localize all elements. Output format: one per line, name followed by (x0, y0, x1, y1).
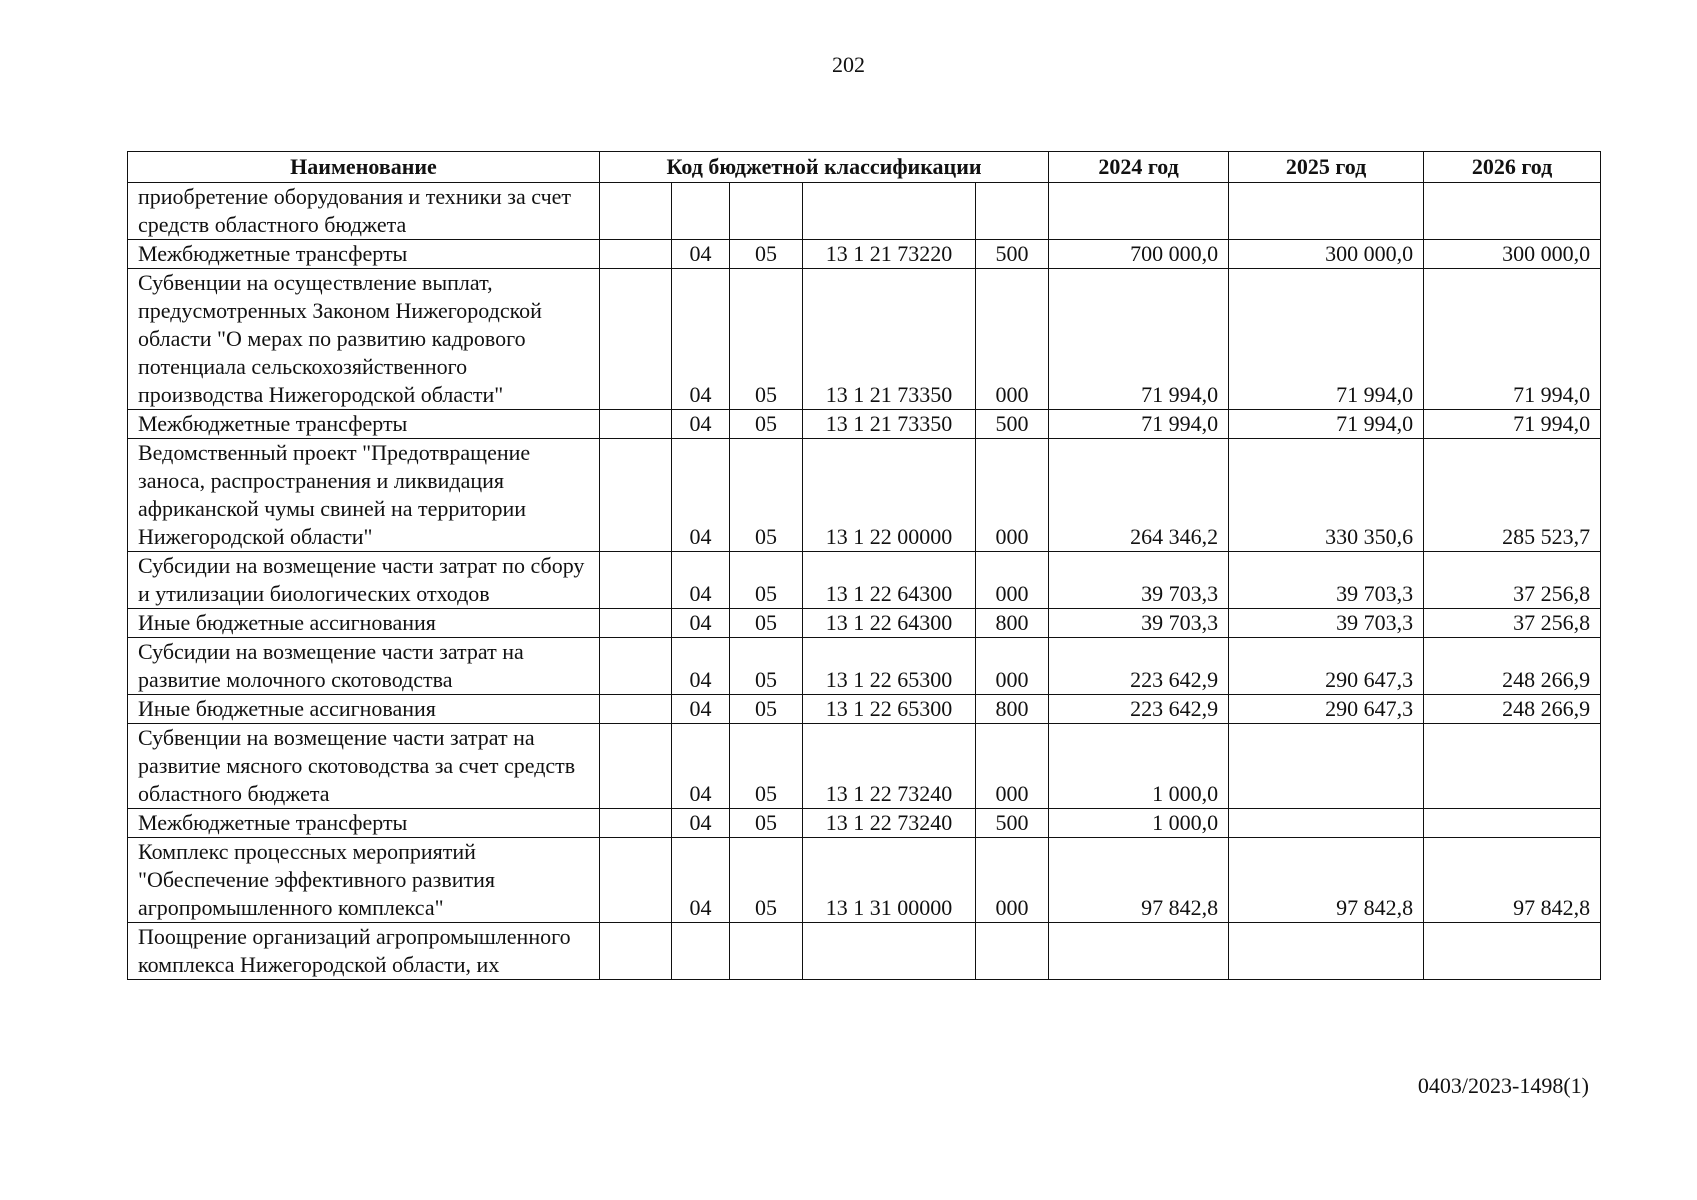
cell-code-blank (600, 695, 672, 724)
cell-target-article: 13 1 21 73350 (803, 410, 976, 439)
cell-2026 (1424, 923, 1601, 980)
cell-2025: 71 994,0 (1229, 410, 1424, 439)
cell-section: 04 (672, 838, 730, 923)
cell-target-article (803, 183, 976, 240)
cell-2024: 39 703,3 (1049, 552, 1229, 609)
cell-subsection (730, 183, 803, 240)
header-2025: 2025 год (1229, 152, 1424, 183)
table-header-row (128, 152, 1601, 183)
cell-code-blank (600, 724, 672, 809)
cell-2026: 71 994,0 (1424, 410, 1601, 439)
table-row (128, 269, 1601, 410)
cell-name: Субвенции на возмещение части затрат на развитие мясного скотоводства за счет средств областного бюджета (128, 724, 600, 809)
cell-subsection: 05 (730, 838, 803, 923)
cell-code-blank (600, 809, 672, 838)
cell-expense-type (976, 923, 1049, 980)
cell-target-article: 13 1 21 73350 (803, 269, 976, 410)
cell-2026: 71 994,0 (1424, 269, 1601, 410)
cell-code-blank (600, 439, 672, 552)
cell-expense-type: 800 (976, 609, 1049, 638)
cell-target-article: 13 1 22 64300 (803, 609, 976, 638)
cell-expense-type: 800 (976, 695, 1049, 724)
cell-code-blank (600, 638, 672, 695)
cell-expense-type: 000 (976, 638, 1049, 695)
cell-name: Ведомственный проект "Предотвращение заноса, распространения и ликвидация африканской чумы свиней на территории Нижегородской области" (128, 439, 600, 552)
table-row (128, 410, 1601, 439)
cell-section: 04 (672, 269, 730, 410)
cell-subsection: 05 (730, 724, 803, 809)
cell-subsection: 05 (730, 695, 803, 724)
cell-expense-type: 500 (976, 240, 1049, 269)
cell-2025: 39 703,3 (1229, 552, 1424, 609)
cell-2025: 39 703,3 (1229, 609, 1424, 638)
cell-code-blank (600, 183, 672, 240)
cell-expense-type: 000 (976, 269, 1049, 410)
cell-2024: 1 000,0 (1049, 724, 1229, 809)
cell-target-article: 13 1 22 73240 (803, 724, 976, 809)
cell-section: 04 (672, 809, 730, 838)
cell-2024 (1049, 183, 1229, 240)
cell-section (672, 923, 730, 980)
cell-subsection: 05 (730, 638, 803, 695)
cell-2026: 300 000,0 (1424, 240, 1601, 269)
cell-name: приобретение оборудования и техники за счет средств областного бюджета (128, 183, 600, 240)
table-row (128, 695, 1601, 724)
page-number: 202 (832, 52, 865, 77)
cell-name: Иные бюджетные ассигнования (128, 695, 600, 724)
cell-expense-type: 000 (976, 552, 1049, 609)
cell-code-blank (600, 410, 672, 439)
cell-expense-type: 000 (976, 838, 1049, 923)
cell-expense-type: 500 (976, 809, 1049, 838)
table-row (128, 552, 1601, 609)
cell-target-article (803, 923, 976, 980)
cell-2025: 330 350,6 (1229, 439, 1424, 552)
cell-subsection (730, 923, 803, 980)
cell-section: 04 (672, 552, 730, 609)
cell-expense-type: 000 (976, 724, 1049, 809)
cell-2024: 700 000,0 (1049, 240, 1229, 269)
cell-code-blank (600, 269, 672, 410)
cell-code-blank (600, 240, 672, 269)
cell-2024: 223 642,9 (1049, 638, 1229, 695)
cell-2025: 97 842,8 (1229, 838, 1424, 923)
cell-name: Субсидии на возмещение части затрат на развитие молочного скотоводства (128, 638, 600, 695)
budget-table (127, 151, 1601, 980)
cell-target-article: 13 1 31 00000 (803, 838, 976, 923)
cell-name: Межбюджетные трансферты (128, 240, 600, 269)
cell-section (672, 183, 730, 240)
cell-target-article: 13 1 22 65300 (803, 695, 976, 724)
cell-section: 04 (672, 240, 730, 269)
cell-name: Иные бюджетные ассигнования (128, 609, 600, 638)
cell-section: 04 (672, 439, 730, 552)
cell-code-blank (600, 838, 672, 923)
cell-2025: 290 647,3 (1229, 695, 1424, 724)
cell-subsection: 05 (730, 410, 803, 439)
table-row (128, 724, 1601, 809)
cell-2026: 37 256,8 (1424, 609, 1601, 638)
cell-target-article: 13 1 22 00000 (803, 439, 976, 552)
cell-section: 04 (672, 695, 730, 724)
cell-subsection: 05 (730, 552, 803, 609)
cell-code-blank (600, 609, 672, 638)
cell-expense-type: 500 (976, 410, 1049, 439)
cell-2026: 97 842,8 (1424, 838, 1601, 923)
cell-2024: 1 000,0 (1049, 809, 1229, 838)
cell-2026 (1424, 809, 1601, 838)
cell-code-blank (600, 552, 672, 609)
cell-2025 (1229, 183, 1424, 240)
cell-2026: 248 266,9 (1424, 638, 1601, 695)
cell-name: Поощрение организаций агропромышленного комплекса Нижегородской области, их (128, 923, 600, 980)
cell-2024: 97 842,8 (1049, 838, 1229, 923)
cell-subsection: 05 (730, 269, 803, 410)
cell-section: 04 (672, 609, 730, 638)
cell-2025 (1229, 724, 1424, 809)
table-row (128, 809, 1601, 838)
cell-target-article: 13 1 22 65300 (803, 638, 976, 695)
cell-2025: 71 994,0 (1229, 269, 1424, 410)
table-body (128, 183, 1601, 980)
cell-name: Межбюджетные трансферты (128, 809, 600, 838)
cell-2024 (1049, 923, 1229, 980)
cell-target-article: 13 1 21 73220 (803, 240, 976, 269)
cell-2024: 71 994,0 (1049, 269, 1229, 410)
cell-subsection: 05 (730, 609, 803, 638)
table-row (128, 923, 1601, 980)
cell-expense-type: 000 (976, 439, 1049, 552)
cell-subsection: 05 (730, 439, 803, 552)
cell-2025: 290 647,3 (1229, 638, 1424, 695)
cell-target-article: 13 1 22 73240 (803, 809, 976, 838)
cell-subsection: 05 (730, 809, 803, 838)
cell-name: Субвенции на осуществление выплат, предусмотренных Законом Нижегородской области "О мерах по развитию кадрового потенциала сельскохозяйственного производства Нижегородской области" (128, 269, 600, 410)
table-row (128, 609, 1601, 638)
header-2024: 2024 год (1049, 152, 1229, 183)
cell-2026: 37 256,8 (1424, 552, 1601, 609)
header-2026: 2026 год (1424, 152, 1601, 183)
cell-2024: 71 994,0 (1049, 410, 1229, 439)
cell-name: Комплекс процессных мероприятий "Обеспечение эффективного развития агропромышленного комплекса" (128, 838, 600, 923)
cell-2024: 223 642,9 (1049, 695, 1229, 724)
table-row (128, 439, 1601, 552)
cell-2025: 300 000,0 (1229, 240, 1424, 269)
header-code: Код бюджетной классификации (600, 152, 1049, 183)
header-name: Наименование (128, 152, 600, 183)
cell-2025 (1229, 923, 1424, 980)
cell-2025 (1229, 809, 1424, 838)
table-row (128, 838, 1601, 923)
cell-2026 (1424, 724, 1601, 809)
cell-expense-type (976, 183, 1049, 240)
cell-code-blank (600, 923, 672, 980)
table-row (128, 638, 1601, 695)
cell-2026: 248 266,9 (1424, 695, 1601, 724)
cell-target-article: 13 1 22 64300 (803, 552, 976, 609)
cell-2024: 264 346,2 (1049, 439, 1229, 552)
table-row (128, 183, 1601, 240)
document-code: 0403/2023-1498(1) (1417, 1073, 1589, 1098)
cell-section: 04 (672, 638, 730, 695)
cell-2026: 285 523,7 (1424, 439, 1601, 552)
cell-subsection: 05 (730, 240, 803, 269)
cell-section: 04 (672, 410, 730, 439)
table-row (128, 240, 1601, 269)
cell-2026 (1424, 183, 1601, 240)
cell-name: Субсидии на возмещение части затрат по сбору и утилизации биологических отходов (128, 552, 600, 609)
cell-name: Межбюджетные трансферты (128, 410, 600, 439)
cell-2024: 39 703,3 (1049, 609, 1229, 638)
cell-section: 04 (672, 724, 730, 809)
